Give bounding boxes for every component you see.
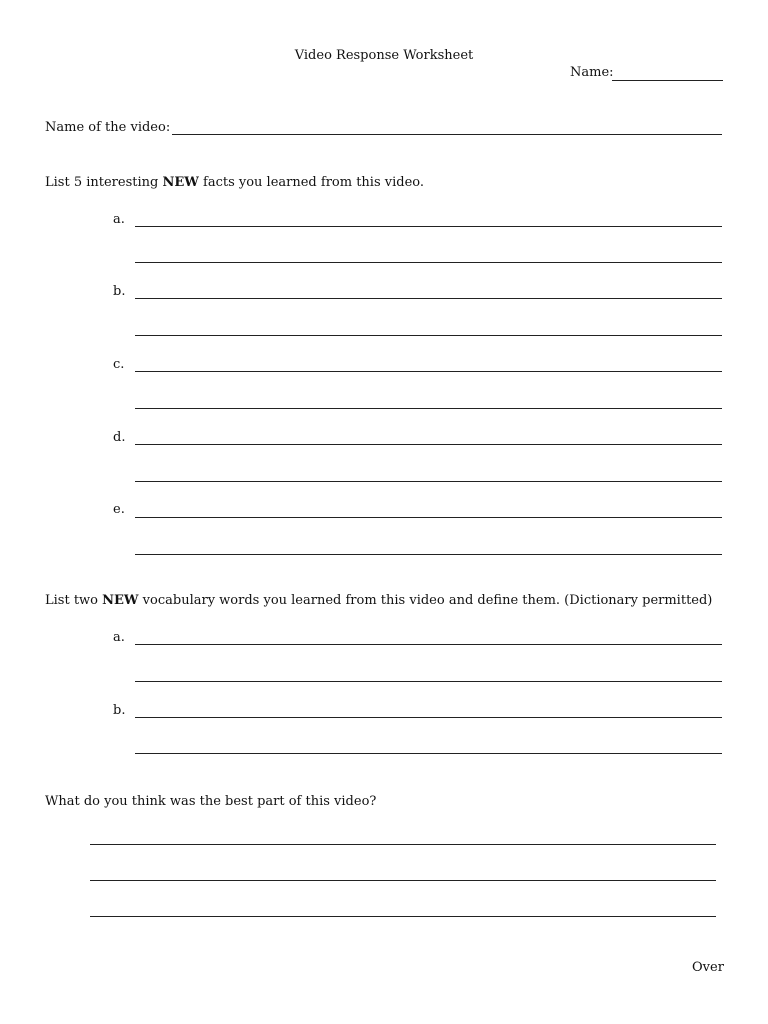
fact-d-line-2[interactable] [135,481,722,482]
fact-b-line-1[interactable] [135,298,722,299]
worksheet-title: Video Response Worksheet [294,48,474,63]
fact-label-a: a. [113,212,125,227]
video-name-label: Name of the video: [45,120,171,135]
student-name-field[interactable] [570,65,614,80]
fact-label-d: d. [113,430,126,445]
vocab-label-b: b. [113,703,126,718]
fact-e-line-1[interactable] [135,517,722,518]
vocab-b-line-2[interactable] [135,753,722,754]
student-name-blank[interactable] [612,80,723,81]
video-name-blank[interactable] [172,134,722,135]
vocab-a-line-1[interactable] [135,644,722,645]
best-part-prompt: What do you think was the best part of this video? [45,794,377,809]
fact-a-line-1[interactable] [135,226,722,227]
fact-label-b: b. [113,284,126,299]
fact-a-line-2[interactable] [135,262,722,263]
best-part-line-1[interactable] [90,844,716,845]
fact-b-line-2[interactable] [135,335,722,336]
best-part-line-2[interactable] [90,880,716,881]
fact-label-c: c. [113,357,125,372]
over-indicator: Over [692,960,724,975]
fact-d-line-1[interactable] [135,444,722,445]
vocab-label-a: a. [113,630,125,645]
facts-prompt: List 5 interesting NEW facts you learned from this video. [45,175,425,190]
vocab-prompt: List two NEW vocabulary words you learned from this video and define them. (Dictionary permitted) [45,593,713,608]
vocab-b-line-1[interactable] [135,717,722,718]
student-name-label: Name: [570,65,614,80]
vocab-a-line-2[interactable] [135,681,722,682]
fact-c-line-2[interactable] [135,408,722,409]
best-part-line-3[interactable] [90,916,716,917]
fact-e-line-2[interactable] [135,554,722,555]
fact-c-line-1[interactable] [135,371,722,372]
fact-label-e: e. [113,502,125,517]
